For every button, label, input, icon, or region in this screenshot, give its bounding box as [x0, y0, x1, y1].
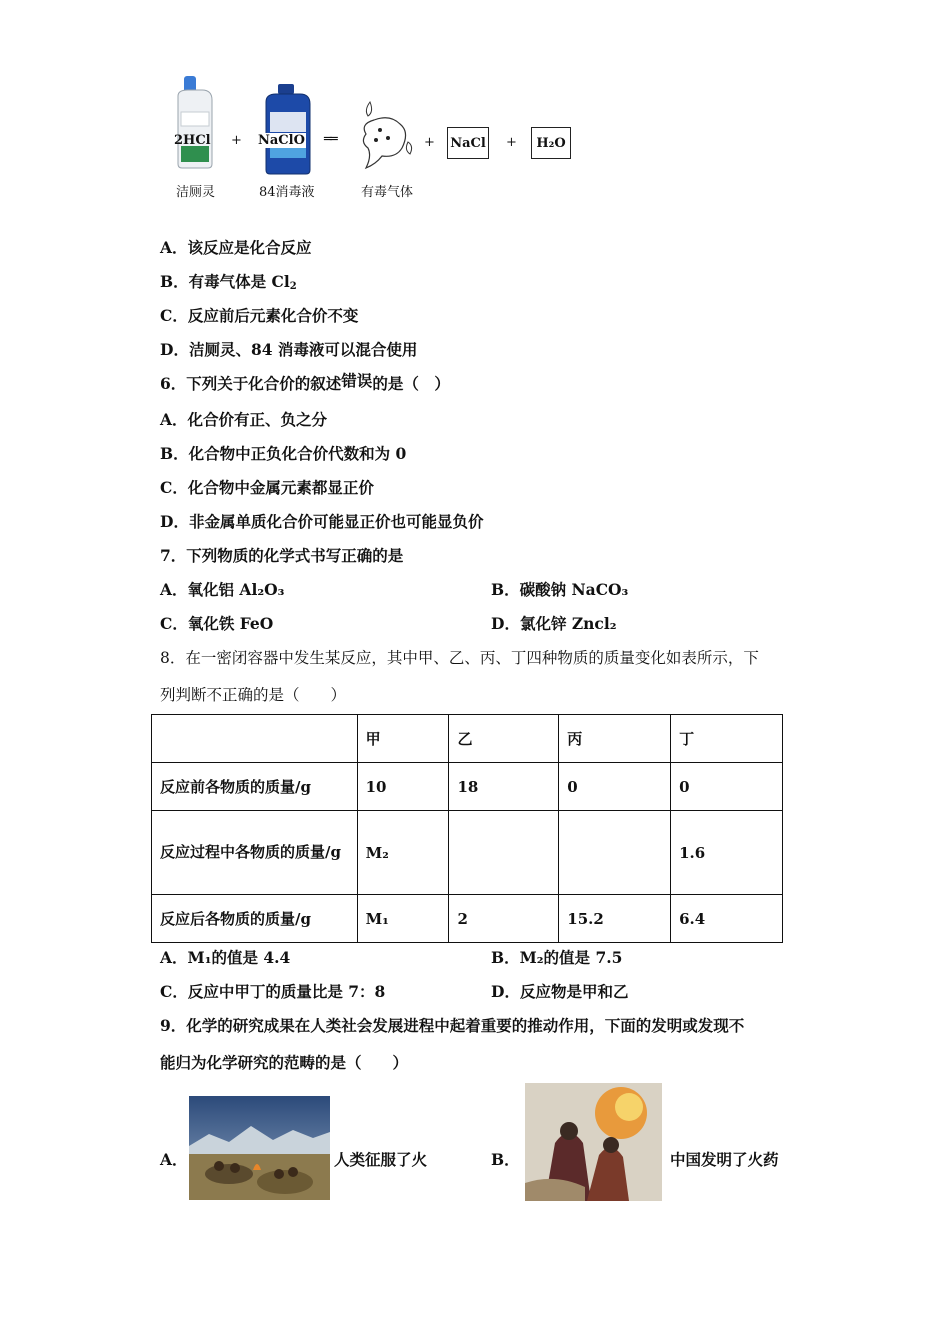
option-letter: D． [491, 982, 520, 1001]
option-letter: B． [491, 948, 520, 967]
table-header: 乙 [449, 715, 559, 763]
stem-text: 的是（ ） [372, 374, 450, 393]
option-letter: D． [160, 512, 189, 531]
product2-box: NaCl [447, 127, 489, 159]
plus-sign: + [231, 133, 242, 148]
gunpowder-image [525, 1083, 662, 1201]
table-cell [559, 811, 671, 895]
q9-option-b-letter: B． [491, 1150, 520, 1169]
q8-option-a [160, 946, 290, 968]
table-cell: 10 [357, 763, 449, 811]
plus-sign: + [506, 135, 517, 150]
option-letter: A． [160, 580, 188, 599]
option-text: 氯化锌 Zncl₂ [519, 614, 617, 633]
q5-option-b [160, 270, 297, 292]
q6-option-a [160, 408, 327, 430]
option-text: 反应物是甲和乙 [519, 982, 629, 1001]
q8-option-d [491, 980, 628, 1002]
row-label: 反应过程中各物质的质量/g [152, 811, 358, 895]
q9-stem-line1: 9．化学的研究成果在人类社会发展进程中起着重要的推动作用，下面的发明或发现不 [160, 1016, 745, 1035]
q7-stem: 7．下列物质的化学式书写正确的是 [160, 546, 404, 565]
option-letter: C． [160, 306, 188, 325]
option-text: 反应中甲丁的质量比是 7：8 [187, 982, 386, 1001]
option-letter: C． [160, 982, 188, 1001]
option-text: 化合物中正负化合价代数和为 0 [188, 444, 407, 463]
prehistoric-fire-illustration [189, 1096, 330, 1200]
option-text: M₂的值是 7.5 [519, 948, 623, 967]
table-cell: M₂ [357, 811, 449, 895]
option-letter: B． [160, 272, 189, 291]
reactant2-label: 84消毒液 [259, 185, 315, 200]
q7-option-a [160, 578, 284, 600]
option-text: M₁的值是 4.4 [187, 948, 291, 967]
table-cell: 2 [449, 895, 559, 943]
row-label: 反应前各物质的质量/g [152, 763, 358, 811]
q6-option-b [160, 442, 406, 464]
table-row [152, 763, 783, 811]
table-cell [449, 811, 559, 895]
table-cell [152, 715, 358, 763]
option-letter: A． [160, 948, 188, 967]
option-letter: B． [160, 444, 189, 463]
reactant1-formula: 2HCl [174, 133, 211, 148]
table-row [152, 811, 783, 895]
option-text: 非金属单质化合价可能显正价也可能显负价 [188, 512, 484, 531]
equals-sign: ══ [324, 132, 336, 147]
q7-option-d [491, 612, 617, 634]
q9-option-b-text: 中国发明了火药 [670, 1150, 779, 1169]
gunpowder-illustration [525, 1083, 662, 1201]
option-text: 氧化铁 FeO [187, 614, 274, 633]
stem-emphasis: 错误 [341, 371, 373, 390]
q7-option-c [160, 612, 273, 634]
cleaner-bottle-image [172, 74, 218, 170]
option-letter: C． [160, 478, 188, 497]
option-letter: C． [160, 614, 188, 633]
q9-option-a-letter: A． [160, 1150, 188, 1169]
row-label: 反应后各物质的质量/g [152, 895, 358, 943]
stem-text: 6．下列关于化合价的叙述 [160, 374, 342, 393]
option-text: 洁厕灵、84 消毒液可以混合使用 [188, 340, 418, 359]
q6-option-c [160, 476, 374, 498]
option-letter: B． [491, 580, 520, 599]
q6-stem [160, 372, 450, 394]
disinfectant-bottle-image [260, 84, 316, 176]
table-header: 甲 [357, 715, 449, 763]
plus-sign: + [424, 135, 435, 150]
option-text: 氧化铝 Al₂O₃ [187, 580, 285, 599]
q9-stem-line2: 能归为化学研究的范畴的是（ ） [160, 1053, 409, 1072]
option-text: 该反应是化合反应 [187, 238, 312, 257]
table-cell: 0 [559, 763, 671, 811]
option-text: 化合物中金属元素都显正价 [187, 478, 374, 497]
q8-stem-line2: 列判断不正确的是（ ） [160, 686, 347, 704]
table-header: 丙 [559, 715, 671, 763]
table-cell: M₁ [357, 895, 449, 943]
option-letter: A． [160, 410, 188, 429]
table-cell: 1.6 [671, 811, 783, 895]
option-text: 碳酸钠 NaCO₃ [519, 580, 629, 599]
option-letter: D． [491, 614, 520, 633]
table-cell: 18 [449, 763, 559, 811]
toxic-gas-image [356, 98, 418, 172]
q8-option-c [160, 980, 385, 1002]
option-text: 反应前后元素化合价不变 [187, 306, 359, 325]
q5-option-a [160, 236, 312, 258]
option-text: 化合价有正、负之分 [187, 410, 328, 429]
fire-image [189, 1096, 330, 1200]
q7-option-b [491, 578, 628, 600]
option-letter: A． [160, 238, 188, 257]
table-cell: 6.4 [671, 895, 783, 943]
q5-option-c [160, 304, 358, 326]
table-cell: 0 [671, 763, 783, 811]
q5-option-d [160, 338, 417, 360]
table-cell: 15.2 [559, 895, 671, 943]
mass-table [151, 714, 783, 943]
q8-stem-line1: 8．在一密闭容器中发生某反应，其中甲、乙、丙、丁四种物质的质量变化如表所示，下 [160, 649, 759, 667]
table-header: 丁 [671, 715, 783, 763]
subscript: 2 [289, 281, 297, 292]
q6-option-d [160, 510, 483, 532]
option-text: 有毒气体是 Cl [188, 272, 290, 291]
table-row [152, 895, 783, 943]
table-header-row [152, 715, 783, 763]
product3-box: H₂O [531, 127, 571, 159]
reactant2-formula: NaClO [258, 133, 305, 148]
q8-option-b [491, 946, 622, 968]
reactant1-label: 洁厕灵 [176, 185, 216, 200]
option-letter: D． [160, 340, 189, 359]
product1-label: 有毒气体 [361, 185, 414, 200]
q9-option-a-text: 人类征服了火 [334, 1150, 428, 1169]
